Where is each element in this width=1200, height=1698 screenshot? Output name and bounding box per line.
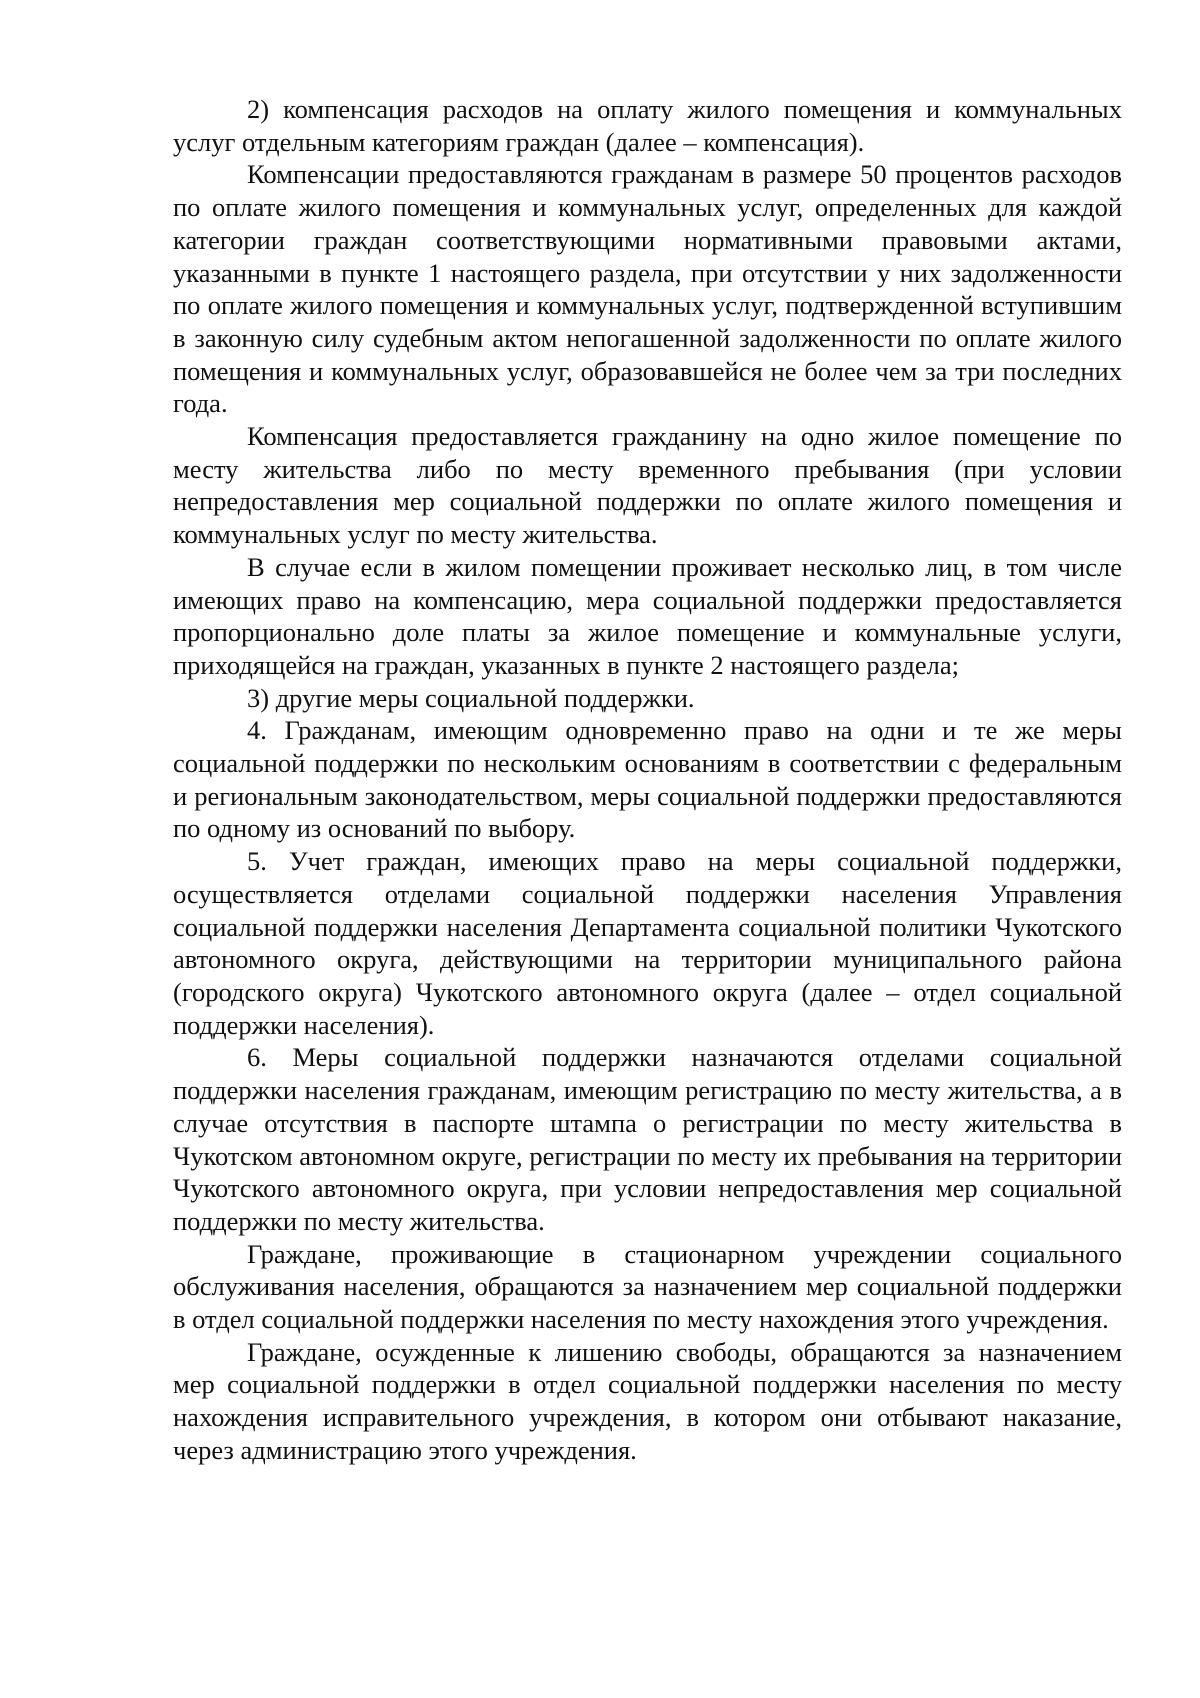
paragraph-convicted-citizens: Граждане, осужденные к лишению свободы, обращаются за назначением мер социальной поддержки в отдел социальной поддержки населения по месту нахождения исправительного учреждения, в котором они отбывают наказание, через администрацию этого учреждения. [173,1336,1122,1465]
paragraph-other-measures: 3) другие меры социальной поддержки. [247,682,695,713]
paragraph-item-6: 6. Меры социальной поддержки назначаются отделами социальной поддержки населения гражданам, имеющим регистрацию по месту жительства, а в случае отсутствия в паспорте штампа о регистрации по месту жительства в Чукотском автономном округе, регистрации по месту их пребывания на территории Чукотского автономного округа, при условии непредоставления мер социальной поддержки по месту жительства. [173,1042,1122,1236]
paragraph-compensation-residence: Компенсация предоставляется гражданину на одно жилое помещение по месту жительства либо по месту временного пребывания (при условии непредоставления мер социальной поддержки по оплате жилого помещения и коммунальных услуг по месту жительства. [173,421,1122,550]
paragraph-compensation-amount: Компенсации предоставляются гражданам в размере 50 процентов расходов по оплате жилого помещения и коммунальных услуг, определенных для каждой категории граждан соответствующими нормативными правовыми актами, указанными в пункте 1 настоящего раздела, при отсутствии у них задолженности по оплате жилого помещения и коммунальных услуг, подтвержденной вступившим в законную силу судебным актом непогашенной задолженности по оплате жилого помещения и коммунальных услуг, образовавшейся не более чем за три последних года. [173,159,1122,419]
paragraph-multiple-residents: В случае если в жилом помещении проживает несколько лиц, в том числе имеющих право на компенсацию, мера социальной поддержки предоставляется пропорционально доле платы за жилое помещение и коммунальные услуги, приходящейся на граждан, указанных в пункте 2 настоящего раздела; [173,551,1122,680]
paragraph-item-4: 4. Гражданам, имеющим одновременно право на одни и те же меры социальной поддержки по нескольким основаниям в соответствии с федеральным и региональным законодательством, меры социальной поддержки предоставляются по одному из оснований по выбору. [173,715,1122,844]
paragraph-item-5: 5. Учет граждан, имеющих право на меры социальной поддержки, осуществляется отделами социальной поддержки населения Управления социальной поддержки населения Департамента социальной политики Чукотского автономного округа, действующими на территории муниципального района (городского округа) Чукотского автономного округа (далее – отдел социальной поддержки населения). [173,846,1122,1040]
paragraph-stationary-institution: Граждане, проживающие в стационарном учреждении социального обслуживания населения, обращаются за назначением мер социальной поддержки в отдел социальной поддержки населения по месту нахождения этого учреждения. [173,1238,1122,1335]
document-body [173,93,1122,1467]
paragraph-compensation-item: 2) компенсация расходов на оплату жилого помещения и коммунальных услуг отдельным категориям граждан (далее – компенсация). [173,94,1122,157]
